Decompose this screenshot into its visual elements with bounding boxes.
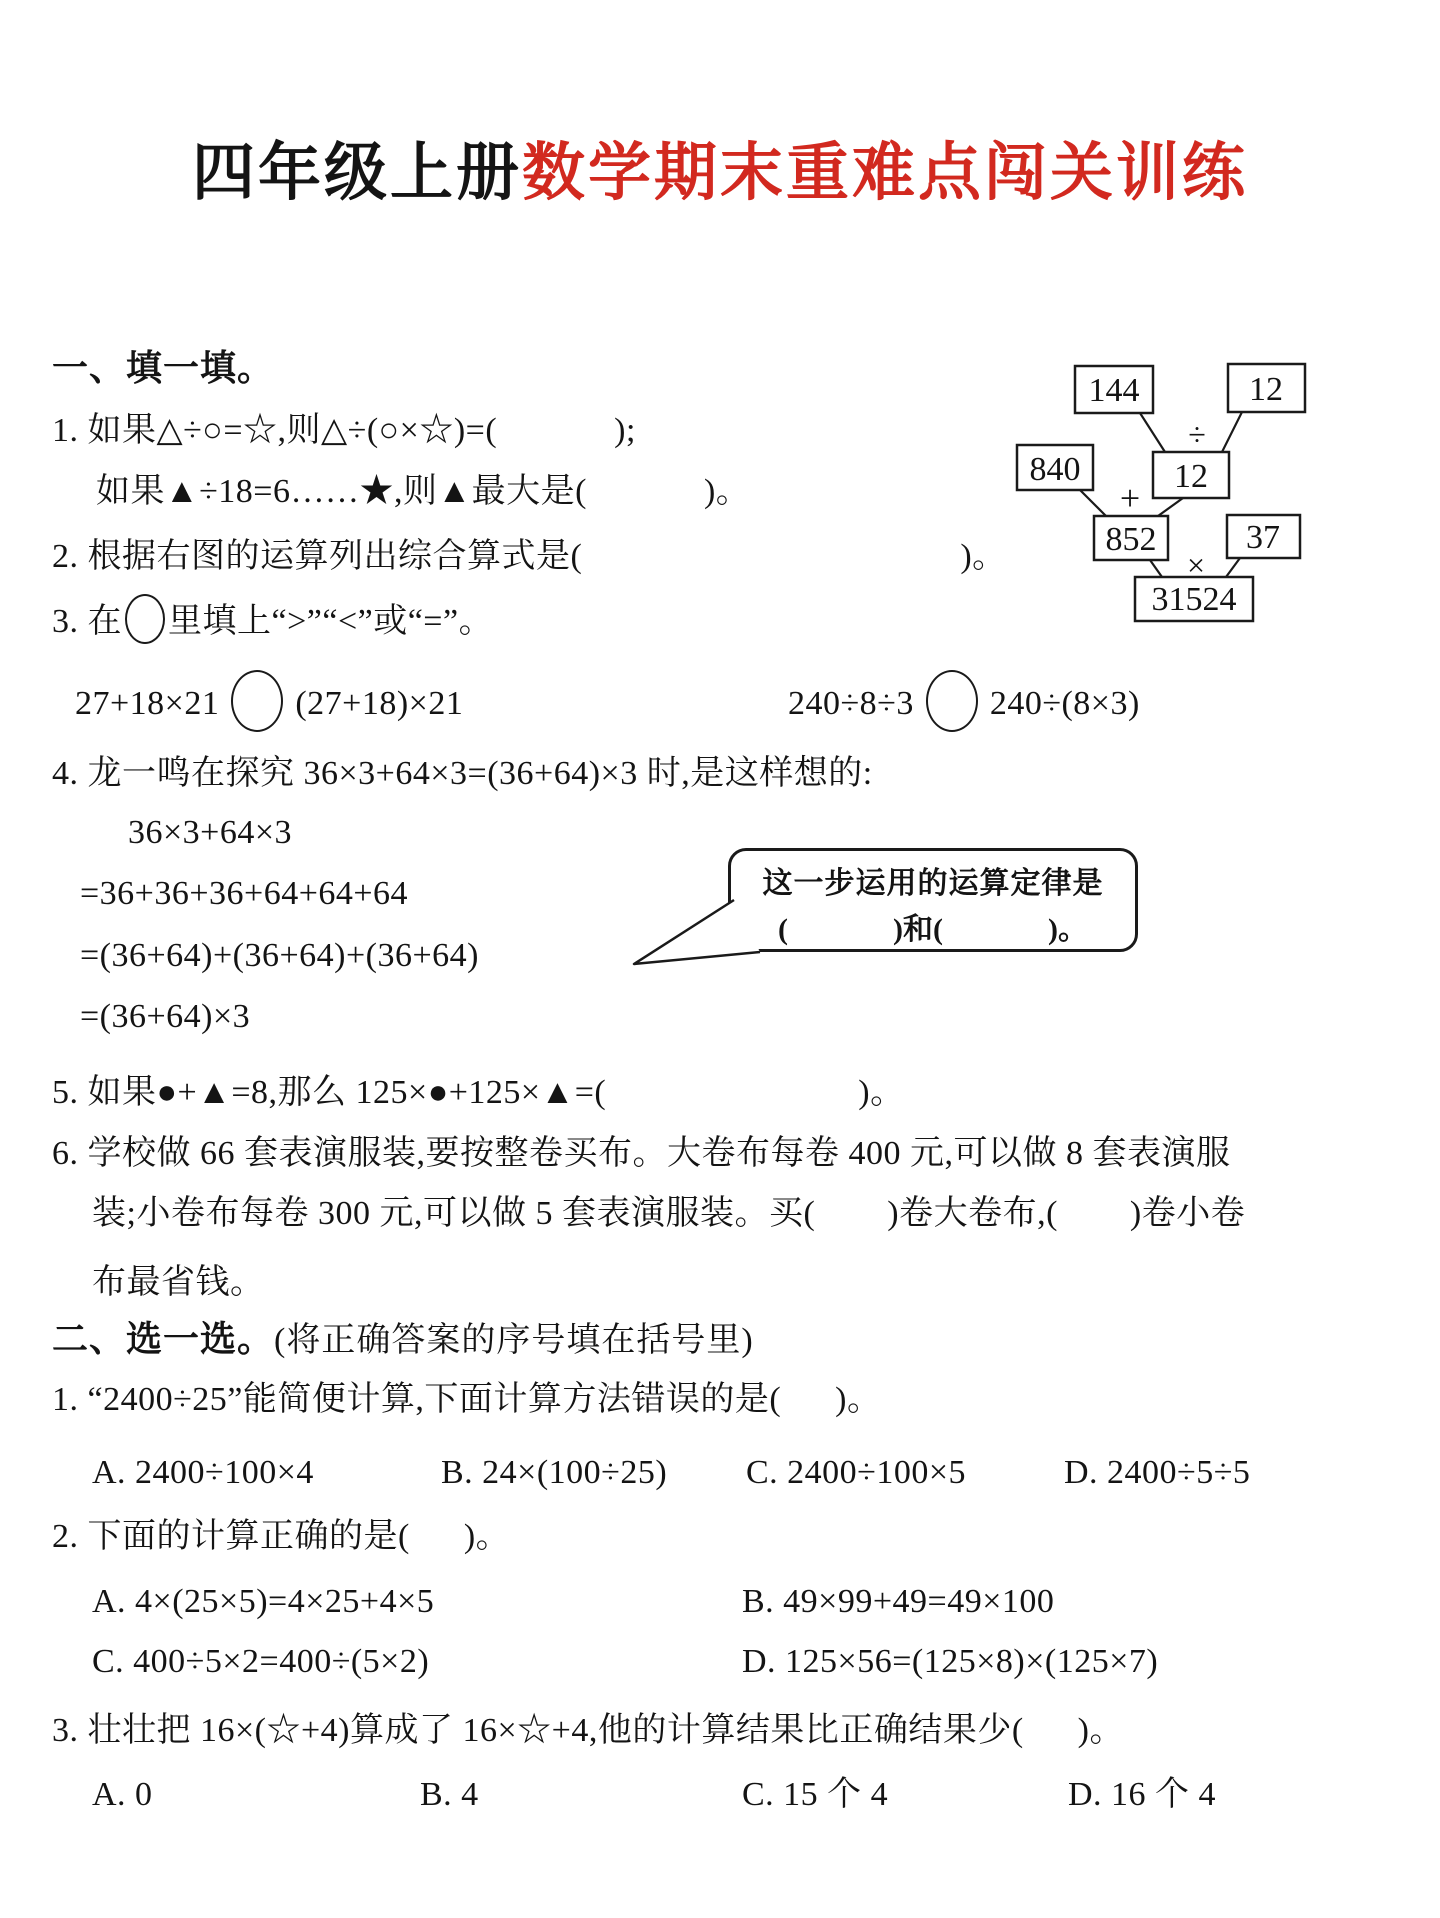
expression-tree-diagram	[1000, 355, 1320, 635]
compare-left-b: (27+18)×21	[295, 685, 464, 722]
node-value: 31524	[1151, 581, 1237, 618]
q5-line: 5. 如果●+▲=8,那么 125×●+125×▲=( )。	[52, 1074, 905, 1111]
option-c: C. 400÷5×2=400÷(5×2)	[92, 1643, 430, 1680]
blank-circle-icon	[125, 594, 165, 644]
q3-line	[52, 594, 493, 646]
option-b: B. 24×(100÷25)	[441, 1454, 668, 1491]
section2-heading	[52, 1315, 754, 1365]
plus-operator: +	[1119, 478, 1141, 518]
option-c: C. 2400÷100×5	[746, 1454, 967, 1491]
q6-line2: 装;小卷布每卷 300 元,可以做 5 套表演服装。买( )卷大卷布,( )卷小卷	[92, 1195, 1246, 1232]
section2-heading-bold: 二、选一选。	[52, 1319, 275, 1359]
title-red: 数学期末重难点闯关训练	[522, 138, 1248, 208]
blank-circle-icon	[926, 670, 978, 732]
title-black: 四年级上册	[192, 138, 522, 208]
page-title	[0, 122, 1440, 213]
option-a: A. 0	[92, 1776, 153, 1813]
q4-work-0: 36×3+64×3	[128, 814, 293, 851]
node-value: 12	[1249, 371, 1283, 408]
node-value: 12	[1174, 458, 1208, 495]
option-b: B. 4	[420, 1776, 479, 1813]
option-a: A. 4×(25×5)=4×25+4×5	[92, 1583, 435, 1620]
compare-right-a: 240÷8÷3	[788, 685, 914, 722]
section2-heading-rest: (将正确答案的序号填在括号里)	[274, 1322, 754, 1359]
divide-operator: ÷	[1188, 416, 1206, 452]
option-a: A. 2400÷100×4	[92, 1454, 314, 1491]
q3-text-pre: 3. 在	[52, 603, 122, 640]
s2-q1-line: 1. “2400÷25”能简便计算,下面计算方法错误的是( )。	[52, 1381, 882, 1418]
bubble-text-line2: ( )和( )。	[778, 913, 1088, 946]
s2-q3-options	[0, 1771, 1440, 1918]
q4-line: 4. 龙一鸣在探究 36×3+64×3=(36+64)×3 时,是这样想的:	[52, 755, 873, 792]
node-value: 840	[1029, 451, 1081, 488]
compare-right	[788, 670, 1140, 735]
speech-bubble-tail	[600, 880, 770, 980]
s2-q2-line: 2. 下面的计算正确的是( )。	[52, 1518, 511, 1555]
q4-work-1: =36+36+36+64+64+64	[80, 875, 409, 912]
node-value: 144	[1088, 372, 1140, 409]
compare-right-b: 240÷(8×3)	[989, 685, 1140, 722]
node-value: 37	[1246, 519, 1280, 556]
option-d: D. 125×56=(125×8)×(125×7)	[742, 1643, 1159, 1680]
compare-left-a: 27+18×21	[75, 685, 220, 722]
q6-line1: 6. 学校做 66 套表演服装,要按整卷买布。大卷布每卷 400 元,可以做 8 套表演服	[52, 1135, 1231, 1172]
blank-circle-icon	[231, 670, 283, 732]
option-d: D. 2400÷5÷5	[1064, 1454, 1251, 1491]
q4-work-2: =(36+64)+(36+64)+(36+64)	[80, 937, 479, 974]
speech-bubble	[728, 848, 1138, 952]
q1-line2: 如果▲÷18=6……★,则▲最大是( )。	[96, 473, 751, 510]
s2-q3-line: 3. 壮壮把 16×(☆+4)算成了 16×☆+4,他的计算结果比正确结果少( )。	[52, 1712, 1124, 1749]
option-d: D. 16 个 4	[1068, 1776, 1217, 1813]
q6-line3: 布最省钱。	[92, 1264, 265, 1301]
option-b: B. 49×99+49=49×100	[742, 1583, 1055, 1620]
compare-left	[75, 670, 463, 735]
times-operator: ×	[1186, 547, 1206, 583]
node-value: 852	[1105, 521, 1157, 558]
q3-text-post: 里填上“>”“<”或“=”。	[168, 603, 494, 640]
q4-work-3: =(36+64)×3	[80, 998, 251, 1035]
q2-line: 2. 根据右图的运算列出综合算式是( )。	[52, 538, 1007, 575]
section1-heading: 一、填一填。	[52, 348, 275, 388]
bubble-text-line1: 这一步运用的运算定律是	[762, 867, 1104, 900]
q1-line1: 1. 如果△÷○=☆,则△÷(○×☆)=( );	[52, 412, 636, 449]
option-c: C. 15 个 4	[742, 1776, 889, 1813]
